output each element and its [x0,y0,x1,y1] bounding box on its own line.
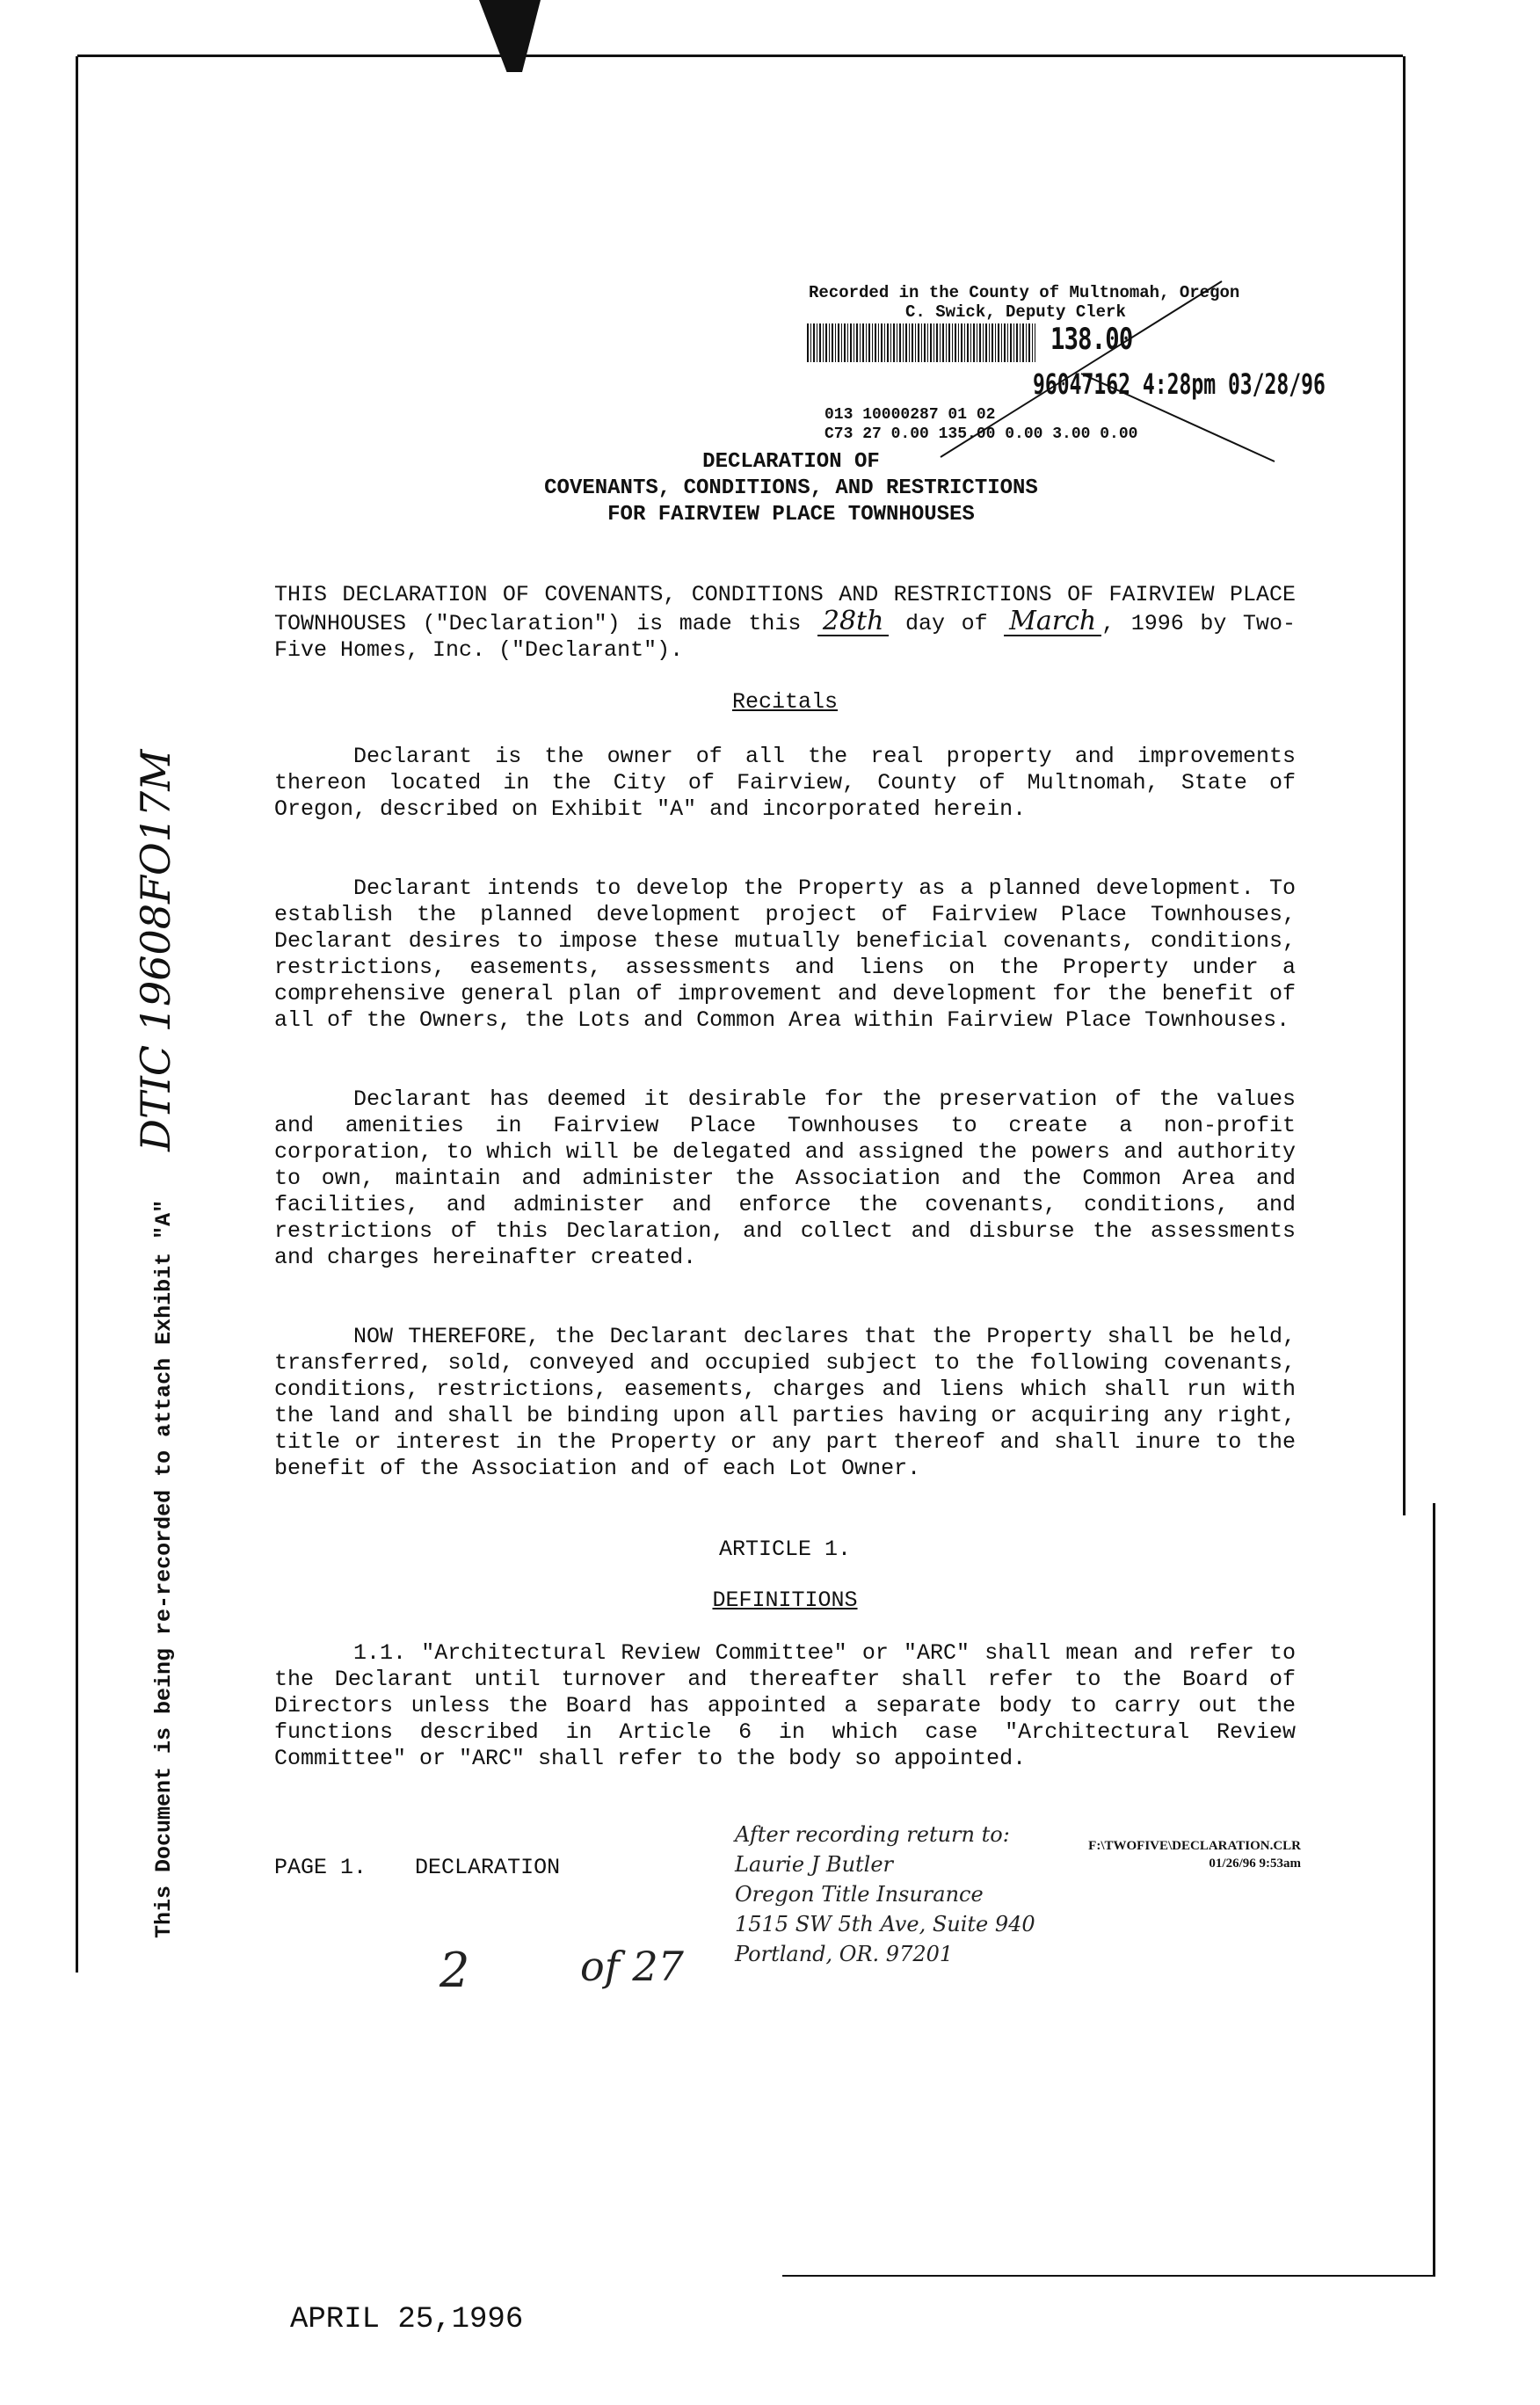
side-rerecord-note [132,488,179,1938]
page-frame-right [1403,56,1406,1515]
article-heading: ARTICLE 1. [718,1537,852,1562]
document-title-line2: COVENANTS, CONDITIONS, AND RESTRICTIONS [544,476,1038,500]
footer-file-info [1037,1837,1301,1872]
document-title-line1: DECLARATION OF [702,450,880,474]
intro-text-3: , 1996 by Two-Five Homes, Inc. ("Declarant"). [274,611,1296,663]
intro-text-1: THIS DECLARATION OF COVENANTS, CONDITIONS AND RESTRICTIONS OF FAIRVIEW PLACE TOWNHOUSES ("Declaration") is made this [274,582,1296,636]
intro-paragraph [274,582,1296,664]
recital-paragraph-1 [274,744,1296,823]
recital-text-1: Declarant is the owner of all the real property and improvements thereon located in the City of Fairview, County of Multnomah, State of Oregon, described on Exhibit "A" and incorporated herein. [274,744,1296,822]
recital-paragraph-3 [274,1086,1296,1271]
page-frame-top [77,54,1403,57]
recital-paragraph-4 [274,1324,1296,1482]
scan-artifact-mark [479,0,541,72]
article-title: DEFINITIONS [712,1588,858,1613]
footer-file-date: 01/26/96 9:53am [1209,1856,1301,1871]
stamp-fee-line: C73 27 0.00 135.00 0.00 3.00 0.00 [824,425,1138,443]
footer-label: DECLARATION [415,1855,561,1880]
definition-paragraph [274,1640,1296,1772]
side-note-typed: This Document is being re-recorded to attach Exhibit "A" [151,1199,177,1938]
recitals-heading: Recitals [731,689,839,715]
recital-text-2: Declarant intends to develop the Property as a planned development. To establish the planned development project of Fairview Place Townhouses, Declarant desires to impose these mutually beneficial covenants, conditions, restrictions, easements, assessments and liens on the Property under a comprehensive general plan of improvement and development for the benefit of all of the Owners, the Lots and Common Area within Fairview Place Townhouses. [274,876,1296,1033]
footer-file-path: F:\TWOFIVE\DECLARATION.CLR [1088,1839,1301,1853]
intro-text-2: day of [905,611,988,636]
date-stamp: APRIL 25,1996 [290,2303,524,2336]
return-address-handwritten [735,1820,1035,1969]
stamp-document-number: 96047162 4:28pm 03/28/96 [1033,367,1326,401]
intro-month-handwritten: March [1004,608,1101,636]
stamp-county-line: Recorded in the County of Multnomah, Oregon [809,283,1240,302]
stamp-clerk-line: C. Swick, Deputy Clerk [905,302,1126,322]
page-frame-right-lower [1433,1503,1435,2277]
page-frame-left [76,56,78,1973]
return-line-5: Portland, OR. 97201 [735,1942,954,1966]
definition-text: 1.1. "Architectural Review Committee" or "ARC" shall mean and refer to the Declarant until turnover and thereafter shall refer to the Board of Directors unless the Board has appointed a separate body to carry out the functions described in Article 6 in which case "Architectural Review Committee" or "ARC" shall refer to the body so appointed. [274,1640,1296,1771]
page-footer [274,1855,560,1880]
stamp-code-line: 013 10000287 01 02 [824,406,996,424]
intro-day-handwritten: 28th [817,608,890,636]
return-line-3: Oregon Title Insurance [735,1882,984,1907]
stamp-strike-lines [861,272,1283,466]
recital-paragraph-2 [274,876,1296,1034]
return-line-1: After recording return to: [735,1822,1010,1847]
document-title-line3: FOR FAIRVIEW PLACE TOWNHOUSES [607,503,975,527]
side-note-handwritten: DTIC 19608FO17M [132,749,179,1152]
return-line-2: Laurie J Butler [735,1852,894,1877]
return-line-4: 1515 SW 5th Ave, Suite 940 [735,1912,1035,1936]
page-frame-bottom [782,2275,1435,2277]
handwritten-page-number: 2 [439,1943,470,1998]
footer-page-number: PAGE 1. [274,1855,367,1880]
stamp-amount: 138.00 [1050,322,1133,357]
handwritten-page-count: of 27 [580,1943,684,1990]
recital-text-4: NOW THEREFORE, the Declarant declares that the Property shall be held, transferred, sold, conveyed and occupied subject to the following covenants, conditions, restrictions, easements, charges and liens which shall run with the land and shall be binding upon all parties having or acquiring any right, title or interest in the Property or any part thereof and shall inure to the benefit of the Association and of each Lot Owner. [274,1324,1296,1481]
recital-text-3: Declarant has deemed it desirable for the preservation of the values and amenities in Fairview Place Townhouses to create a non-profit corporation, to which will be delegated and assigned the powers and authority to own, maintain and administer the Association and the Common Area and facilities, and administer and enforce the covenants, conditions, and restrictions of this Declaration, and collect and disburse the assessments and charges hereinafter created. [274,1086,1296,1270]
